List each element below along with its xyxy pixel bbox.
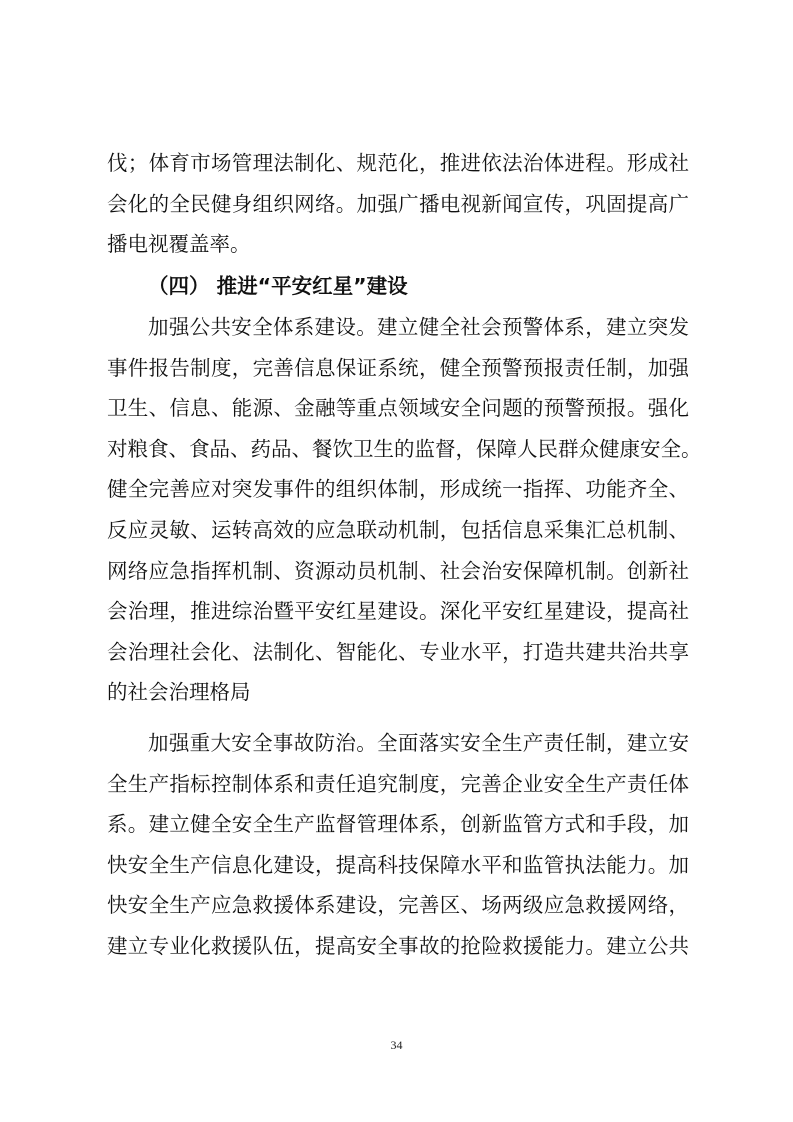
text-line: 会治理社会化、法制化、智能化、专业水平，打造共建共治共享 xyxy=(107,639,689,664)
text-line: 网络应急指挥机制、资源动员机制、社会治安保障机制。创新社 xyxy=(107,558,689,583)
text-line: 快安全生产应急救援体系建设，完善区、场两级应急救援网络， xyxy=(107,893,689,918)
paragraph-sports-broadcast xyxy=(107,143,689,265)
text-line: 加强公共安全体系建设。建立健全社会预警体系，建立突发 xyxy=(148,315,689,339)
text-line: 反应灵敏、运转高效的应急联动机制，包括信息采集汇总机制、 xyxy=(107,517,689,542)
section-heading: （四） 推进“平安红星”建设 xyxy=(148,274,408,298)
page-number: 34 xyxy=(390,1038,403,1052)
text-line: 伐；体育市场管理法制化、规范化，推进依法治体进程。形成社 xyxy=(107,151,689,175)
text-line: 对粮食、食品、药品、餐饮卫生的监督，保障人民群众健康安全。 xyxy=(107,436,702,461)
text-line: 建立专业化救援队伍，提高安全事故的抢险救援能力。建立公共 xyxy=(107,933,689,958)
text-line: 快安全生产信息化建设，提高科技保障水平和监管执法能力。加 xyxy=(107,852,689,877)
text-line: 加强重大安全事故防治。全面落实安全生产责任制，建立安 xyxy=(148,731,689,755)
text-line: 系。建立健全安全生产监督管理体系，创新监管方式和手段，加 xyxy=(107,812,689,837)
text-line: 会化的全民健身组织网络。加强广播电视新闻宣传，巩固提高广 xyxy=(107,191,689,216)
text-line: 播电视覆盖率。 xyxy=(107,232,251,257)
paragraph-public-safety xyxy=(107,307,702,713)
section-heading-wrap xyxy=(148,266,408,306)
text-line: 的社会治理格局 xyxy=(107,680,251,705)
text-line: 全生产指标控制体系和责任追究制度，完善企业安全生产责任体 xyxy=(107,771,689,796)
text-line: 事件报告制度，完善信息保证系统，健全预警预报责任制，加强 xyxy=(107,355,689,380)
paragraph-accident-prevention xyxy=(107,723,689,967)
text-line: 会治理，推进综治暨平安红星建设。深化平安红星建设，提高社 xyxy=(107,599,689,624)
text-line: 健全完善应对突发事件的组织体制，形成统一指挥、功能齐全、 xyxy=(107,477,689,502)
text-line: 卫生、信息、能源、金融等重点领域安全问题的预警预报。强化 xyxy=(107,396,689,421)
